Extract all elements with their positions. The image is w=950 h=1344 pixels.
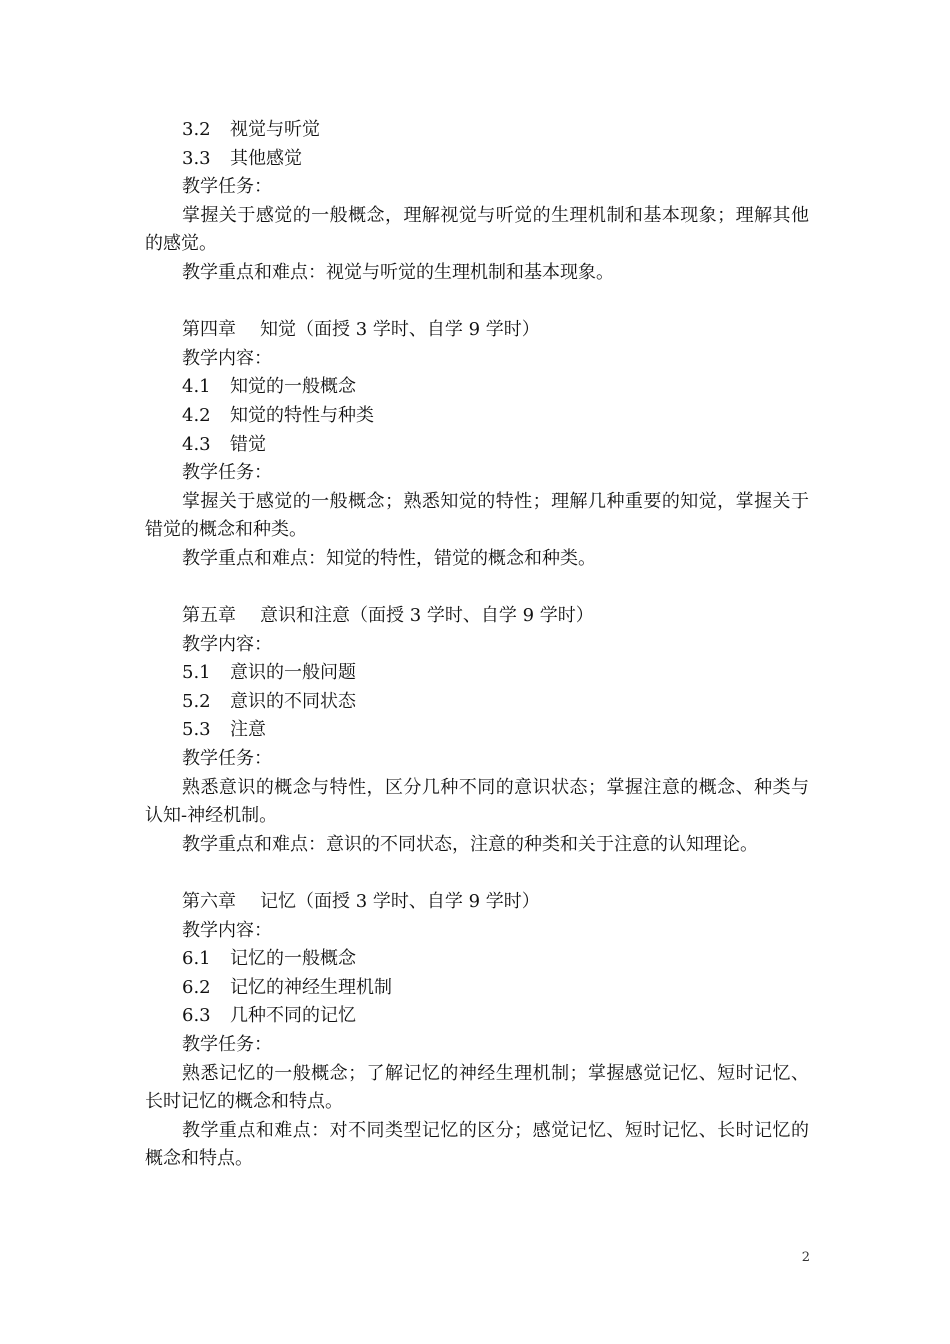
spacer xyxy=(145,574,809,603)
item-title: 知觉的一般概念 xyxy=(230,376,356,398)
item-title: 视觉与听觉 xyxy=(230,119,320,140)
content-item xyxy=(145,373,809,402)
chapter-number: 第六章 xyxy=(182,891,236,913)
content-item xyxy=(145,974,809,1003)
item-title: 注意 xyxy=(230,719,266,741)
key-points-text: 教学重点和难点：视觉与听觉的生理机制和基本现象。 xyxy=(182,261,614,283)
task-label: 教学任务： xyxy=(182,748,272,770)
task-text: 熟悉记忆的一般概念；了解记忆的神经生理机制；掌握感觉记忆、短时记忆、长时记忆的概念和特点。 xyxy=(145,1062,809,1113)
item-number: 4.2 xyxy=(182,404,211,426)
chapter-heading xyxy=(145,602,809,631)
task-label: 教学任务： xyxy=(182,1034,272,1055)
item-number: 4.1 xyxy=(182,376,211,398)
item-title: 其他感觉 xyxy=(230,147,302,169)
task-text: 熟悉意识的概念与特性，区分几种不同的意识状态；掌握注意的概念、种类与认知-神经机制。 xyxy=(145,776,809,827)
item-number: 3.3 xyxy=(182,147,211,169)
chapter-5 xyxy=(145,602,809,859)
content-label: 教学内容： xyxy=(182,347,272,369)
content-label: 教学内容： xyxy=(182,633,272,655)
spacer xyxy=(145,859,809,888)
chapter-4 xyxy=(145,316,809,573)
key-points-text: 教学重点和难点：意识的不同状态，注意的种类和关于注意的认知理论。 xyxy=(182,833,758,855)
task-label: 教学任务： xyxy=(182,176,272,198)
content-item xyxy=(145,402,809,431)
chapter-heading xyxy=(145,316,809,345)
item-number: 6.1 xyxy=(182,948,211,970)
content-item xyxy=(145,431,809,460)
task-label: 教学任务： xyxy=(182,462,272,484)
chapter-title: 记忆（面授 3 学时、自学 9 学时） xyxy=(260,891,540,913)
section-chapter-3-continued xyxy=(145,116,809,288)
content-item xyxy=(145,1002,809,1031)
task-text: 掌握关于感觉的一般概念；熟悉知觉的特性；理解几种重要的知觉，掌握关于错觉的概念和种类。 xyxy=(145,490,809,541)
item-number: 5.2 xyxy=(182,690,211,712)
item-title: 意识的不同状态 xyxy=(230,690,356,712)
content-item xyxy=(145,116,809,145)
page-content xyxy=(145,116,809,1174)
item-title: 错觉 xyxy=(230,433,266,455)
key-points-text: 教学重点和难点：知觉的特性，错觉的概念和种类。 xyxy=(182,547,596,569)
item-number: 5.3 xyxy=(182,719,211,741)
task-text: 掌握关于感觉的一般概念，理解视觉与听觉的生理机制和基本现象；理解其他的感觉。 xyxy=(145,204,809,255)
item-title: 几种不同的记忆 xyxy=(230,1005,356,1027)
chapter-title: 意识和注意（面授 3 学时、自学 9 学时） xyxy=(260,605,594,627)
item-number: 5.1 xyxy=(182,662,211,684)
chapter-number: 第四章 xyxy=(182,319,236,341)
content-item xyxy=(145,716,809,745)
item-number: 6.2 xyxy=(182,976,211,998)
chapter-heading xyxy=(145,888,809,917)
content-item xyxy=(145,659,809,688)
item-title: 记忆的一般概念 xyxy=(230,948,356,970)
item-number: 3.2 xyxy=(182,119,211,140)
item-title: 意识的一般问题 xyxy=(230,662,356,684)
item-title: 记忆的神经生理机制 xyxy=(230,976,392,998)
page-number: 2 xyxy=(801,1250,810,1265)
item-number: 4.3 xyxy=(182,433,211,455)
key-points-text: 教学重点和难点：对不同类型记忆的区分；感觉记忆、短时记忆、长时记忆的概念和特点。 xyxy=(145,1119,809,1170)
item-title: 知觉的特性与种类 xyxy=(230,404,374,426)
chapter-6 xyxy=(145,888,809,1174)
spacer xyxy=(145,288,809,317)
chapter-title: 知觉（面授 3 学时、自学 9 学时） xyxy=(260,319,540,341)
content-item xyxy=(145,945,809,974)
item-number: 6.3 xyxy=(182,1005,211,1027)
chapter-number: 第五章 xyxy=(182,605,236,627)
content-item xyxy=(145,688,809,717)
content-item xyxy=(145,145,809,174)
content-label: 教学内容： xyxy=(182,919,272,941)
